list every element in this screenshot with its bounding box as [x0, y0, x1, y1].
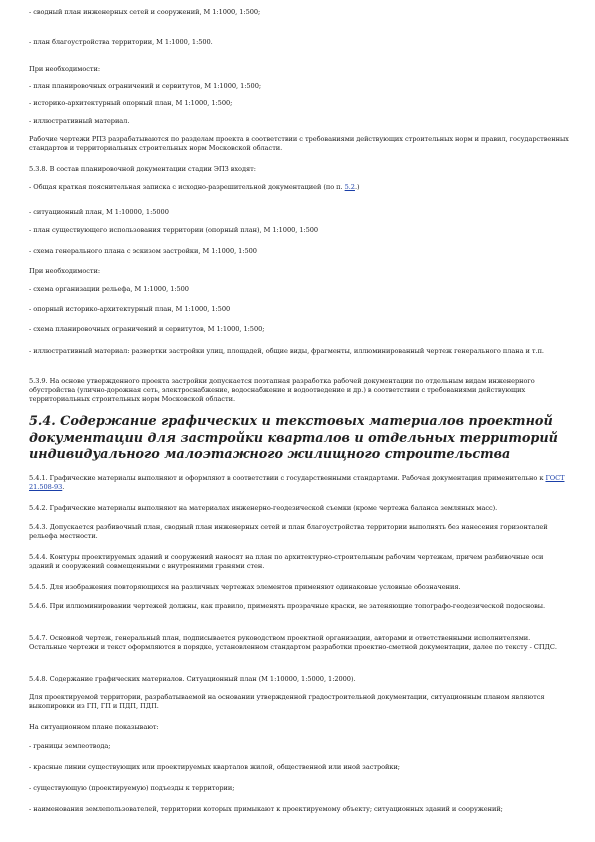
paragraph: - план существующего использования территории (опорный план), М 1:1000, 1:500 — [29, 226, 319, 234]
paragraph: - план благоустройства территории, М 1:1000, 1:500. — [29, 38, 213, 46]
paragraph: - границы землеотвода; — [29, 742, 111, 750]
paragraph: - существующую (проектируемую) подъезды к территории; — [29, 784, 235, 792]
paragraph: - ситуационный план, М 1:10000, 1:5000 — [29, 208, 169, 216]
paragraph: 5.4.8. Содержание графических материалов. Ситуационный план (М 1:10000, 1:5000, 1:2000). — [29, 675, 356, 683]
paragraph: - схема организации рельефа, М 1:1000, 1:500 — [29, 285, 189, 293]
paragraph: При необходимости: — [29, 267, 100, 275]
paragraph: 5.4.5. Для изображения повторяющихся на различных чертежах элементов применяют одинаковые условные обозначения. — [29, 583, 461, 591]
paragraph: - красные линии существующих или проектируемых кварталов жилой, общественной или иной застройки; — [29, 763, 400, 771]
paragraph: 5.4.4. Контуры проектируемых зданий и сооружений наносят на план по архитектурно-строительным рабочим чертежам, причем разбивочные оси зданий и сооружений совмещенными с внутренними гранями стен. — [29, 553, 544, 570]
paragraph: Для проектируемой территории, разрабатываемой на основании утвержденной градостроительной документации, ситуационным планом являются выкопировки из ГП, ГП и ПДП, ПДП. — [29, 693, 545, 710]
paragraph: При необходимости: — [29, 65, 100, 73]
paragraph-text: - Общая краткая пояснительная записка с исходно-разрешительной документацией (по п. — [29, 183, 345, 191]
paragraph-text: . — [62, 483, 65, 491]
section-heading: 5.4. Содержание графических и текстовых материалов проектной документации для застройки кварталов и отдельных территорий индивидуального малоэтажного жилищного строительства — [29, 414, 558, 462]
paragraph: - план планировочных ограничений и сервитутов, М 1:1000, 1:500; — [29, 82, 262, 90]
paragraph: - историко-архитектурный опорный план, М 1:1000, 1:500; — [29, 99, 233, 107]
standard-link[interactable]: ГОСТ 21.508-93 — [29, 474, 565, 491]
paragraph: - наименования землепользователей, территории которых примыкают к проектируемому объекту; ситуационных зданий и сооружений; — [29, 805, 503, 813]
paragraph: 5.4.2. Графические материалы выполняют на материалах инженерно-геодезической съемки (кроме чертежа баланса земляных масс). — [29, 504, 498, 512]
paragraph: 5.4.7. Основной чертеж, генеральный план, подписывается руководством проектной организации, авторами и ответственными исполнителями. Остальные чертежи и текст оформляются в порядке, установленном стандартом разработки проектно-сметной документации, далее по тексту - СПДС. — [29, 634, 557, 651]
paragraph: - сводный план инженерных сетей и сооружений, М 1:1000, 1:500; — [29, 8, 261, 16]
paragraph-text: .) — [354, 183, 360, 191]
paragraph: - схема планировочных ограничений и сервитутов, М 1:1000, 1:500; — [29, 325, 265, 333]
paragraph — [29, 183, 569, 192]
paragraph — [29, 474, 569, 492]
paragraph: 5.3.9. На основе утвержденного проекта застройки допускается поэтапная разработка рабочей документации по отдельным видам инженерного обустройства (улично-дорожная сеть, электроснабжение, водоснабжение и водоотведение и др.) в соответствии с требованиями действующих территориальных строительных норм Московской области. — [29, 377, 535, 403]
paragraph: - иллюстративный материал: развертки застройки улиц, площадей, общие виды, фрагменты, иллюминированный чертеж генерального плана и т.п. — [29, 347, 544, 355]
paragraph: 5.3.8. В состав планировочной документации стадии ЭПЗ входят: — [29, 165, 256, 173]
paragraph: 5.4.6. При иллюминировании чертежей должны, как правило, применять прозрачные краски, не затеняющие топографо-геодезической подосновы. — [29, 602, 546, 610]
paragraph: - иллюстративный материал. — [29, 117, 130, 125]
paragraph: 5.4.3. Допускается разбивочный план, сводный план инженерных сетей и план благоустройства территории выполнять без нанесения горизонталей рельефа местности. — [29, 523, 548, 540]
paragraph: - опорный историко-архитектурный план, М 1:1000, 1:500 — [29, 305, 231, 313]
section-link[interactable]: 5.2 — [344, 183, 355, 191]
paragraph-text: 5.4.1. Графические материалы выполняют и оформляют в соответствии с государственными стандартами. Рабочая документация применительно к — [29, 474, 546, 482]
paragraph: - схема генерального плана с эскизом застройки, М 1:1000, 1:500 — [29, 247, 257, 255]
paragraph: Рабочие чертежи РПЗ разрабатываются по разделам проекта в соответствии с требованиями действующих строительных норм и правил, государственных стандартов и территориальных строительных норм Московской области. — [29, 135, 569, 152]
paragraph: На ситуационном плане показывают: — [29, 723, 159, 731]
